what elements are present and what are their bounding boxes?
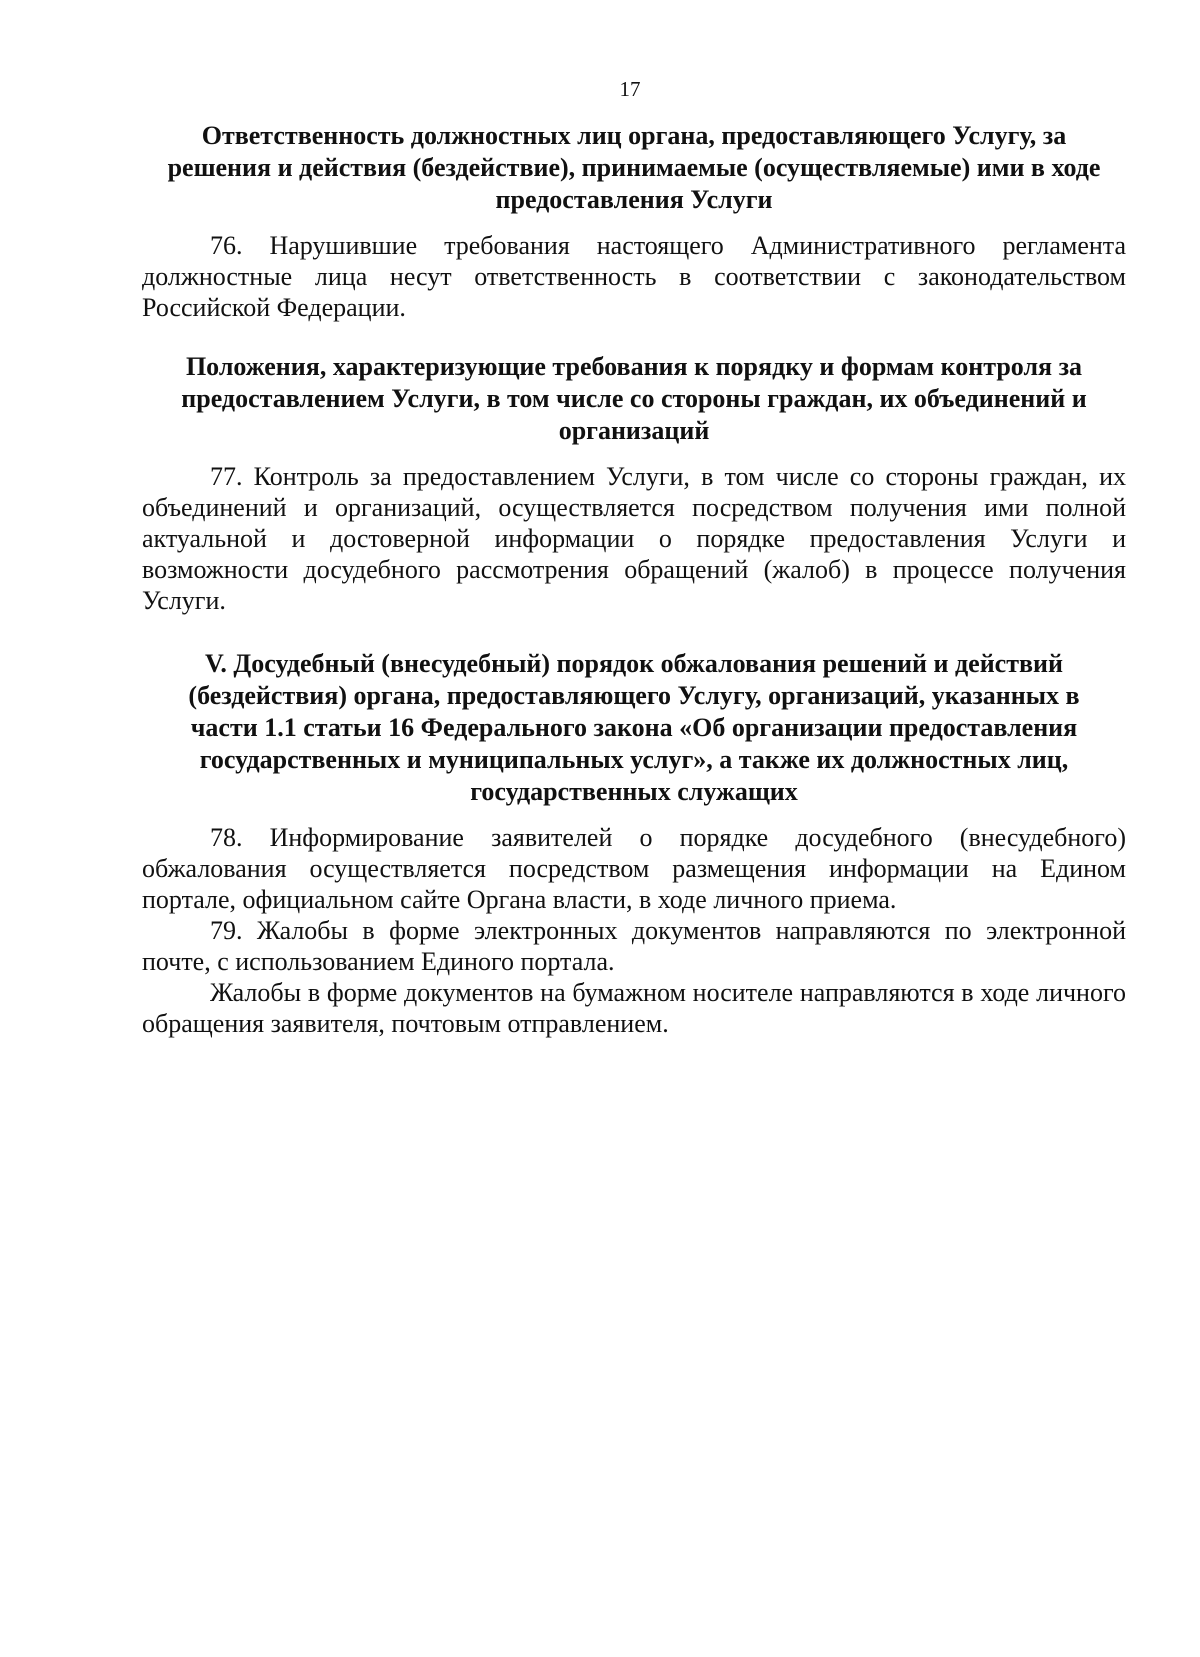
heading-line: государственных служащих bbox=[470, 777, 798, 806]
document-body bbox=[142, 120, 1126, 1039]
heading-line: предоставлением Услуги, в том числе со стороны граждан, их объединений и bbox=[181, 384, 1087, 413]
paragraph-79-continued: Жалобы в форме документов на бумажном носителе направляются в ходе личного обращения заявителя, почтовым отправлением. bbox=[142, 978, 1126, 1038]
heading-line: V. Досудебный (внесудебный) порядок обжалования решений и действий bbox=[204, 649, 1063, 678]
heading-line: организаций bbox=[558, 416, 710, 445]
paragraph-78: 78. Информирование заявителей о порядке досудебного (внесудебного) обжалования осуществляется посредством размещения информации на Едином портале, официальном сайте Органа власти, в ходе личного приема. bbox=[142, 823, 1126, 914]
paragraph-76: 76. Нарушившие требования настоящего Административного регламента должностные лица несут ответственность в соответствии с законодательством Российской Федерации. bbox=[142, 231, 1126, 322]
paragraph-77: 77. Контроль за предоставлением Услуги, в том числе со стороны граждан, их объединений и организаций, осуществляется посредством получения ими полной актуальной и достоверной информации о порядке предоставления Услуги и возможности досудебного рассмотрения обращений (жалоб) в процессе получения Услуги. bbox=[142, 462, 1126, 615]
paragraph-79: 79. Жалобы в форме электронных документов направляются по электронной почте, с использованием Единого портала. bbox=[142, 916, 1126, 976]
section-heading-responsibility bbox=[142, 120, 1126, 216]
page-number: 17 bbox=[619, 77, 641, 101]
heading-line: решения и действия (бездействие), принимаемые (осуществляемые) ими в ходе bbox=[167, 153, 1101, 182]
heading-line: Положения, характеризующие требования к порядку и формам контроля за bbox=[185, 352, 1083, 381]
heading-line: (бездействия) органа, предоставляющего Услугу, организаций, указанных в bbox=[188, 681, 1080, 710]
heading-line: Ответственность должностных лиц органа, предоставляющего Услугу, за bbox=[201, 121, 1067, 150]
section-heading-appeal bbox=[142, 648, 1126, 808]
section-heading-control bbox=[142, 351, 1126, 447]
heading-line: государственных и муниципальных услуг», а также их должностных лиц, bbox=[199, 745, 1069, 774]
heading-line: части 1.1 статьи 16 Федерального закона «Об организации предоставления bbox=[190, 713, 1078, 742]
heading-line: предоставления Услуги bbox=[495, 185, 773, 214]
